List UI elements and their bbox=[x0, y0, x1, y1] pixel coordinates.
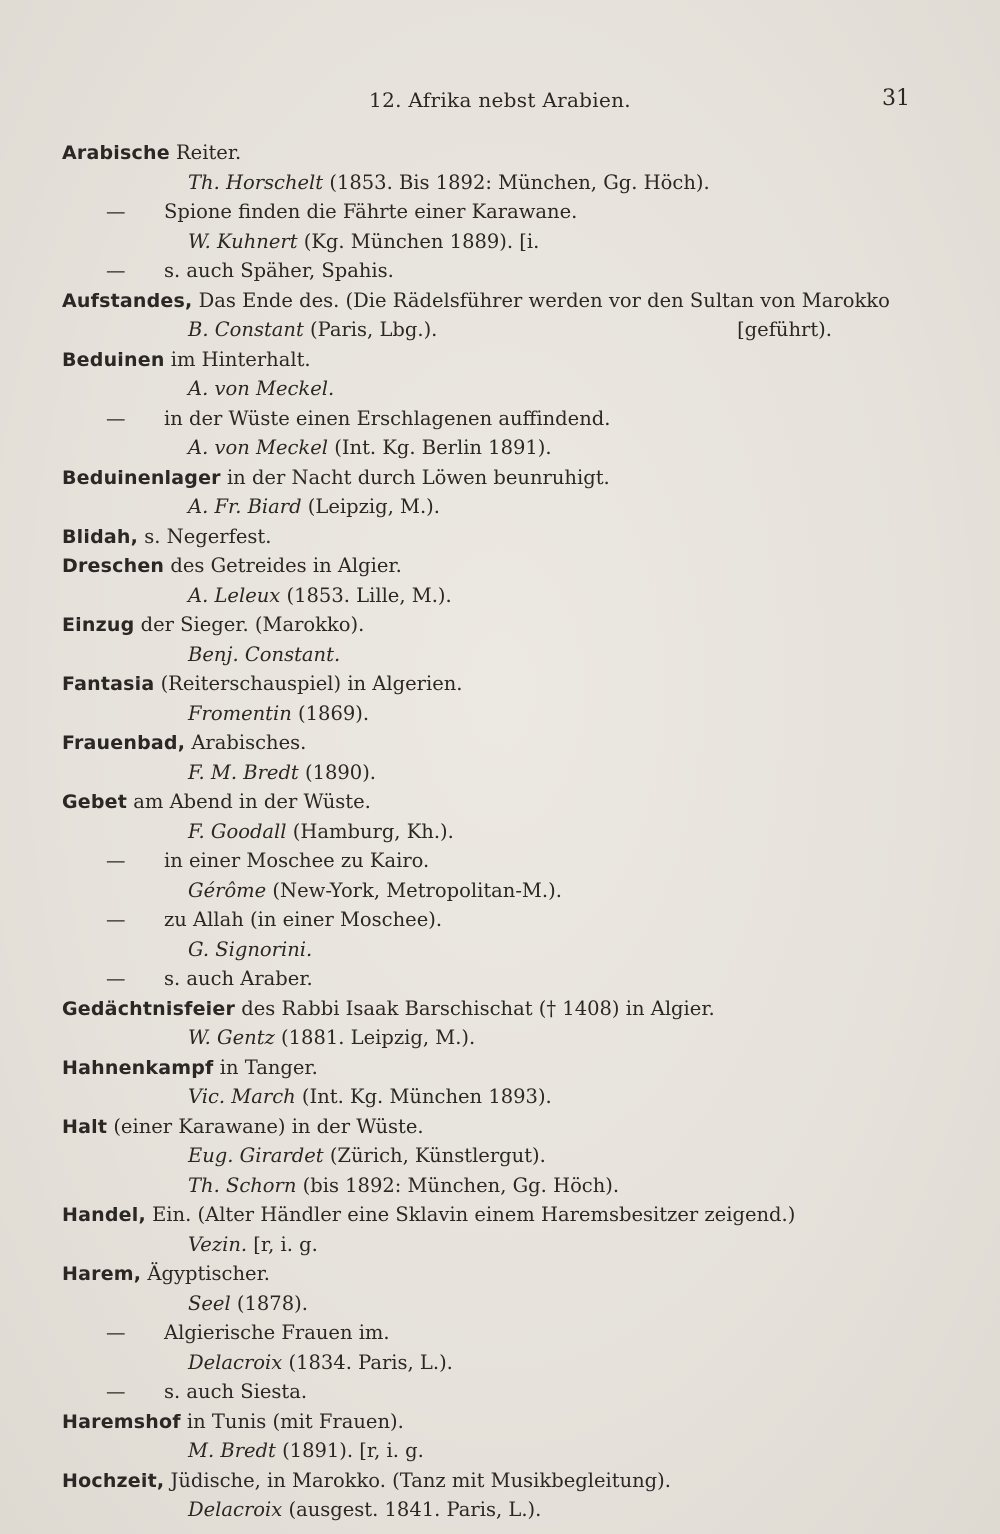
entry-text: in Tunis (mit Frauen). bbox=[180, 1409, 404, 1433]
artist-credit bbox=[62, 1171, 922, 1201]
artist-name: Eug. Girardet bbox=[188, 1144, 324, 1167]
entry-text: s. auch Siesta. bbox=[164, 1380, 308, 1403]
entry-heading bbox=[62, 286, 922, 316]
artist-name: A. Fr. Biard bbox=[188, 495, 302, 518]
dash-marker: — bbox=[106, 849, 126, 872]
dash-marker: — bbox=[106, 259, 126, 282]
entry-text: am Abend in der Wüste. bbox=[127, 790, 371, 813]
running-header: 12. Afrika nebst Arabien. bbox=[369, 88, 631, 112]
entry-keyword: Beduinen bbox=[62, 348, 165, 371]
entry-keyword: Einzug bbox=[62, 614, 135, 636]
sub-entry bbox=[62, 1377, 922, 1407]
artist-name: Delacroix bbox=[188, 1498, 283, 1521]
artist-name: Vic. March bbox=[188, 1085, 296, 1108]
entry-text: (Reiterschauspiel) in Algerien. bbox=[154, 672, 463, 695]
entry-text: in einer Moschee zu Kairo. bbox=[164, 849, 430, 872]
entry-keyword: Hochzeit, bbox=[62, 1469, 165, 1492]
artist-credit bbox=[62, 699, 922, 729]
dash-marker: — bbox=[106, 406, 126, 430]
entry-heading bbox=[62, 463, 922, 493]
entry-text: in der Nacht durch Löwen beunruhigt. bbox=[220, 465, 610, 489]
entry-heading bbox=[62, 1200, 922, 1230]
sub-entry bbox=[62, 846, 922, 876]
artist-name: Vezin. bbox=[188, 1232, 248, 1256]
artwork-details: [r, i. g. bbox=[247, 1232, 318, 1256]
entry-text: des Rabbi Isaak Barschischat († 1408) in Algier. bbox=[235, 996, 715, 1020]
entry-text: s. Negerfest. bbox=[138, 524, 272, 548]
entry-heading bbox=[62, 138, 922, 168]
line-continuation: [geführt). bbox=[737, 318, 832, 341]
entry-keyword: Halt bbox=[62, 1115, 108, 1138]
sub-entry bbox=[62, 197, 922, 227]
entry-heading bbox=[62, 345, 922, 375]
entry-text: Ein. (Alter Händler eine Sklavin einem Haremsbesitzer zeigend.) bbox=[145, 1203, 796, 1226]
artist-credit bbox=[62, 1023, 922, 1053]
entry-heading bbox=[62, 1259, 922, 1289]
artwork-details: (Leipzig, M.). bbox=[301, 495, 440, 518]
entry-keyword: Beduinenlager bbox=[62, 466, 221, 489]
artist-credit bbox=[62, 1436, 922, 1466]
entry-keyword: Frauenbad, bbox=[62, 732, 186, 754]
entry-keyword: Blidah, bbox=[62, 525, 139, 548]
artist-name: W. Gentz bbox=[188, 1026, 275, 1049]
artist-credit bbox=[62, 1289, 922, 1319]
entry-text: Spione finden die Fährte einer Karawane. bbox=[164, 200, 578, 223]
artwork-details: (1869). bbox=[291, 701, 370, 725]
entry-keyword: Gebet bbox=[62, 791, 128, 813]
artist-credit bbox=[62, 315, 922, 345]
entry-text: der Sieger. (Marokko). bbox=[134, 613, 365, 636]
artwork-details: (1891). [r, i. g. bbox=[275, 1439, 424, 1462]
entry-text: Algierische Frauen im. bbox=[164, 1321, 390, 1344]
entry-text: Jüdische, in Marokko. (Tanz mit Musikbegleitung). bbox=[164, 1468, 671, 1492]
artist-credit bbox=[62, 876, 922, 906]
dash-marker: — bbox=[106, 200, 126, 223]
page-number: 31 bbox=[882, 86, 910, 111]
entry-text: im Hinterhalt. bbox=[164, 347, 311, 371]
entry-text: in Tanger. bbox=[213, 1055, 318, 1079]
artwork-details: (1878). bbox=[230, 1291, 308, 1315]
sub-entry bbox=[62, 964, 922, 994]
entry-heading bbox=[62, 1407, 922, 1437]
artist-credit bbox=[62, 374, 922, 404]
artist-credit bbox=[62, 1230, 922, 1260]
artwork-details: (Hamburg, Kh.). bbox=[286, 819, 454, 843]
entry-keyword: Dreschen bbox=[62, 555, 165, 577]
artwork-details: (New-York, Metropolitan-M.). bbox=[266, 878, 562, 902]
artist-credit bbox=[62, 433, 922, 463]
entry-text: Ägyptischer. bbox=[141, 1262, 270, 1285]
entry-heading bbox=[62, 1053, 922, 1083]
artwork-details: (1834. Paris, L.). bbox=[282, 1350, 453, 1374]
artist-name: W. Kuhnert bbox=[188, 229, 298, 253]
sub-entry bbox=[62, 256, 922, 286]
artist-credit bbox=[62, 817, 922, 847]
entry-list bbox=[62, 138, 922, 1525]
entry-text: Arabisches. bbox=[185, 731, 307, 754]
artist-name: F. M. Bredt bbox=[188, 760, 299, 784]
artwork-details: (Zürich, Künstlergut). bbox=[323, 1144, 546, 1167]
entry-heading bbox=[62, 610, 922, 640]
artist-name: F. Goodall bbox=[188, 819, 287, 843]
entry-text: des Getreides in Algier. bbox=[164, 554, 402, 577]
dash-marker: — bbox=[106, 908, 126, 931]
entry-keyword: Fantasia bbox=[62, 673, 155, 695]
artist-name: Fromentin bbox=[188, 701, 292, 725]
artist-credit bbox=[62, 227, 922, 257]
entry-heading bbox=[62, 669, 922, 699]
artist-credit bbox=[62, 168, 922, 198]
artist-name: B. Constant bbox=[188, 318, 304, 341]
entry-heading bbox=[62, 994, 922, 1024]
entry-heading bbox=[62, 728, 922, 758]
artist-name: G. Signorini. bbox=[188, 937, 313, 961]
artist-credit bbox=[62, 1082, 922, 1112]
entry-keyword: Arabische bbox=[62, 142, 170, 164]
artist-name: A. von Meckel. bbox=[188, 377, 335, 400]
sub-entry bbox=[62, 1318, 922, 1348]
artwork-details: (1853. Lille, M.). bbox=[280, 583, 452, 607]
entry-heading bbox=[62, 1466, 922, 1496]
artwork-details: (ausgest. 1841. Paris, L.). bbox=[282, 1498, 542, 1521]
artist-name: Th. Horschelt bbox=[188, 170, 324, 194]
entry-text: s. auch Späher, Spahis. bbox=[164, 259, 394, 282]
entry-text: (einer Karawane) in der Wüste. bbox=[107, 1114, 424, 1138]
entry-keyword: Handel, bbox=[62, 1204, 146, 1226]
artwork-details: (Kg. München 1889). [i. bbox=[297, 229, 540, 253]
dash-marker: — bbox=[106, 1380, 126, 1403]
entry-keyword: Haremshof bbox=[62, 1410, 181, 1433]
artist-credit bbox=[62, 581, 922, 611]
artist-credit bbox=[62, 1348, 922, 1378]
artwork-details: (bis 1892: München, Gg. Höch). bbox=[296, 1173, 620, 1197]
artist-credit bbox=[62, 758, 922, 788]
entry-keyword: Hahnenkampf bbox=[62, 1056, 214, 1079]
entry-heading bbox=[62, 1112, 922, 1142]
artist-credit bbox=[62, 1495, 922, 1525]
artwork-details: (Paris, Lbg.). bbox=[303, 318, 438, 341]
artist-name: Seel bbox=[188, 1291, 231, 1315]
artist-name: Gérôme bbox=[188, 878, 267, 902]
artist-credit bbox=[62, 1141, 922, 1171]
dash-marker: — bbox=[106, 967, 126, 990]
artist-credit bbox=[62, 492, 922, 522]
entry-heading bbox=[62, 551, 922, 581]
artist-name: A. von Meckel bbox=[188, 436, 329, 459]
artist-name: A. Leleux bbox=[188, 583, 281, 607]
entry-text: in der Wüste einen Erschlagenen auffindend. bbox=[164, 406, 611, 430]
artwork-details: (1881. Leipzig, M.). bbox=[274, 1026, 476, 1049]
artist-credit bbox=[62, 935, 922, 965]
entry-keyword: Gedächtnisfeier bbox=[62, 997, 236, 1020]
sub-entry bbox=[62, 404, 922, 434]
entry-text: s. auch Araber. bbox=[164, 967, 313, 990]
artist-name: M. Bredt bbox=[188, 1439, 276, 1462]
artwork-details: (Int. Kg. Berlin 1891). bbox=[328, 436, 552, 459]
dash-marker: — bbox=[106, 1321, 126, 1344]
artist-credit bbox=[62, 640, 922, 670]
entry-text: zu Allah (in einer Moschee). bbox=[164, 908, 443, 931]
artist-name: Th. Schorn bbox=[188, 1173, 297, 1197]
artwork-details: (1890). bbox=[298, 760, 377, 784]
artist-name: Benj. Constant. bbox=[188, 642, 341, 666]
entry-text: Reiter. bbox=[169, 141, 242, 164]
artwork-details: (Int. Kg. München 1893). bbox=[295, 1085, 552, 1108]
entry-text: Das Ende des. (Die Rädelsführer werden vor den Sultan von Marokko bbox=[192, 288, 890, 312]
entry-keyword: Aufstandes, bbox=[62, 289, 193, 312]
entry-heading bbox=[62, 787, 922, 817]
artwork-details: (1853. Bis 1892: München, Gg. Höch). bbox=[323, 170, 710, 194]
entry-keyword: Harem, bbox=[62, 1263, 142, 1285]
artist-name: Delacroix bbox=[188, 1350, 283, 1374]
sub-entry bbox=[62, 905, 922, 935]
entry-heading bbox=[62, 522, 922, 552]
